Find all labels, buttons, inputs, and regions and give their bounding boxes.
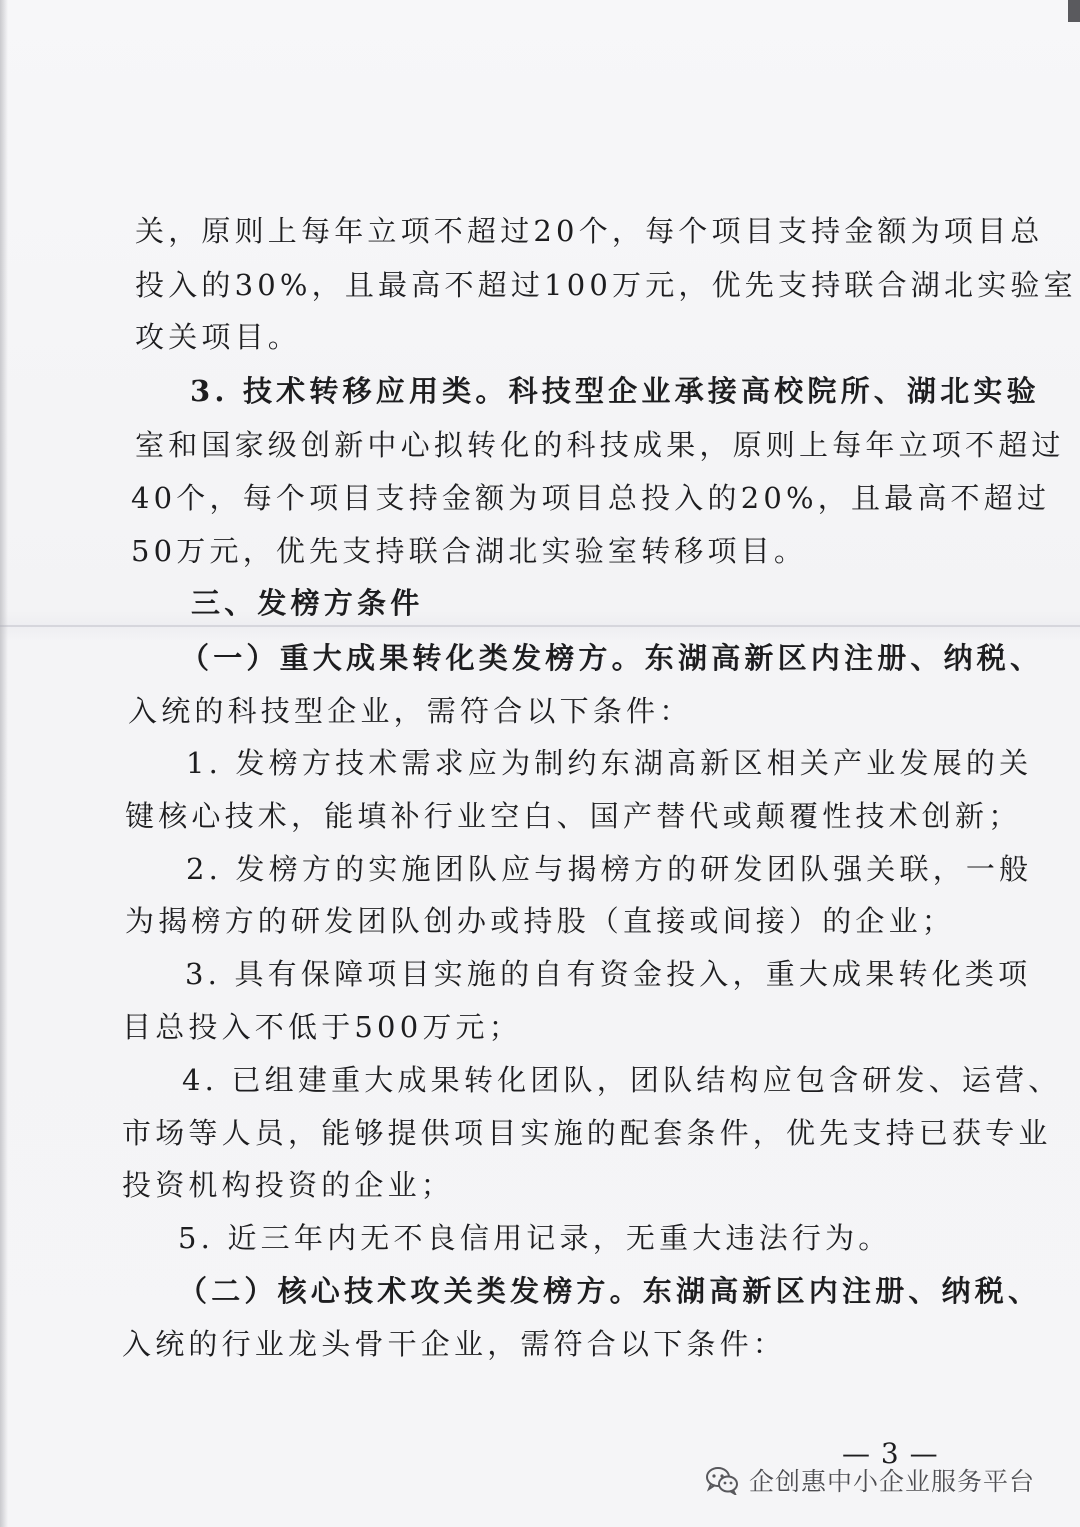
list-item: 4. 已组建重大成果转化团队，团队结构应包含研发、运营、 <box>182 1063 1062 1097</box>
paper-fold-line <box>0 625 1080 627</box>
subsection-heading: （一）重大成果转化类发榜方。东湖高新区内注册、纳税、 <box>180 641 1044 675</box>
text-line: 键核心技术，能填补行业空白、国产替代或颠覆性技术创新； <box>125 799 1022 833</box>
list-item: 5. 近三年内无不良信用记录，无重大违法行为。 <box>178 1221 892 1255</box>
section-heading: 三、发榜方条件 <box>191 586 424 620</box>
page-number: — 3 — <box>842 1437 939 1470</box>
text-line: 入统的行业龙头骨干企业，需符合以下条件： <box>122 1327 787 1361</box>
text-line: 关，原则上每年立项不超过20个，每个项目支持金额为项目总 <box>135 214 1044 248</box>
list-item: 2. 发榜方的实施团队应与揭榜方的研发团队强关联，一般 <box>186 852 1033 886</box>
text-line: 50万元，优先支持联合湖北实验室转移项目。 <box>131 534 808 568</box>
text-line: 投入的30%，且最高不超过100万元，优先支持联合湖北实验室 <box>135 268 1077 302</box>
section-item-heading: 3. 技术转移应用类。科技型企业承接高校院所、湖北实验 <box>190 374 1040 408</box>
subsection-heading: （二）核心技术攻关类发榜方。东湖高新区内注册、纳税、 <box>178 1274 1042 1308</box>
corner-mark <box>1068 0 1080 22</box>
text-line: 为揭榜方的研发团队创办或持股（直接或间接）的企业； <box>125 904 956 938</box>
scan-edge-shadow <box>0 0 8 1527</box>
list-item: 1. 发榜方技术需求应为制约东湖高新区相关产业发展的关 <box>186 746 1033 780</box>
list-item: 3. 具有保障项目实施的自有资金投入，重大成果转化类项 <box>185 957 1032 991</box>
watermark-text: 企创惠中小企业服务平台 <box>749 1467 1036 1496</box>
wechat-icon <box>705 1465 739 1495</box>
text-line: 室和国家级创新中心拟转化的科技成果，原则上每年立项不超过 <box>135 428 1065 462</box>
watermark <box>705 1462 1035 1498</box>
text-line: 入统的科技型企业，需符合以下条件： <box>128 694 693 728</box>
text-line: 投资机构投资的企业； <box>122 1168 455 1202</box>
text-line: 40个，每个项目支持金额为项目总投入的20%，且最高不超过 <box>131 481 1051 515</box>
text-line: 攻关项目。 <box>135 320 302 354</box>
text-line: 目总投入不低于500万元； <box>122 1010 522 1044</box>
text-line: 市场等人员，能够提供项目实施的配套条件，优先支持已获专业 <box>122 1116 1052 1150</box>
